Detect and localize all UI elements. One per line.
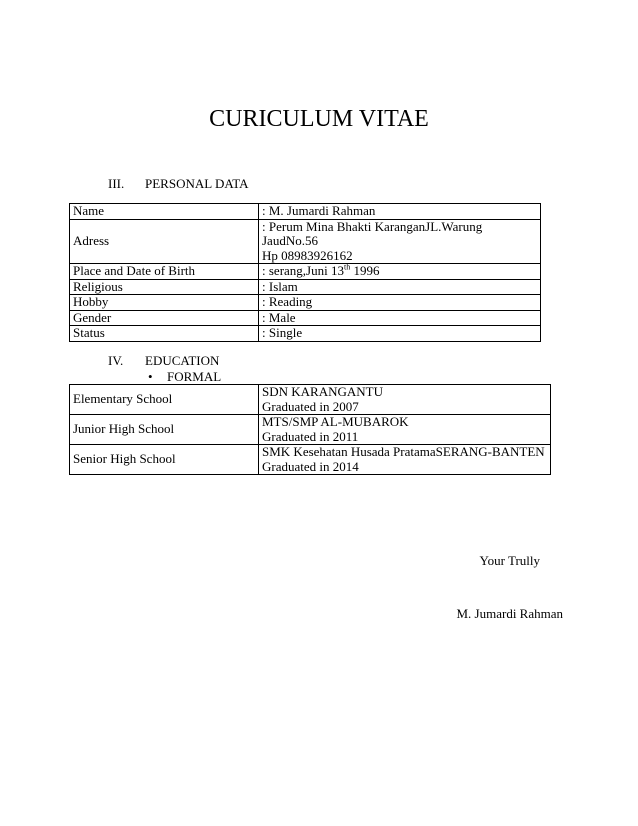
school-level: Senior High School	[70, 445, 259, 475]
section-title: PERSONAL DATA	[145, 176, 249, 191]
school-name: SDN KARANGANTU	[262, 384, 383, 399]
row-label: Adress	[70, 219, 259, 264]
section-number: IV.	[108, 353, 124, 368]
bullet-icon: •	[148, 369, 153, 384]
row-value: : Male	[259, 310, 541, 326]
table-row	[70, 445, 551, 475]
school-info	[259, 385, 551, 415]
row-value	[259, 219, 541, 264]
row-value: : Reading	[259, 295, 541, 311]
graduation-year: Graduated in 2011	[262, 428, 359, 444]
school-level: Junior High School	[70, 415, 259, 445]
signer-name: M. Jumardi Rahman	[456, 606, 563, 621]
table-row	[70, 295, 541, 311]
school-info	[259, 415, 551, 445]
graduation-year: Graduated in 2014	[262, 458, 359, 474]
education-heading	[108, 353, 219, 369]
birth-date: : serang,Juni 13	[262, 263, 344, 278]
table-row	[70, 219, 541, 264]
graduation-year: Graduated in 2007	[262, 398, 359, 414]
document-title: CURICULUM VITAE	[209, 106, 429, 132]
phone-line: Hp 08983926162	[262, 247, 353, 263]
row-label: Hobby	[70, 295, 259, 311]
row-label: Religious	[70, 279, 259, 295]
school-name: MTS/SMP AL-MUBAROK	[262, 414, 409, 429]
closing-text: Your Trully	[479, 553, 540, 568]
row-value	[259, 264, 541, 280]
row-label: Name	[70, 204, 259, 220]
row-label: Status	[70, 326, 259, 342]
formal-subheading	[148, 369, 221, 385]
section-title: EDUCATION	[145, 353, 220, 368]
row-label: Place and Date of Birth	[70, 264, 259, 280]
ordinal-suffix: th	[343, 262, 351, 272]
table-row	[70, 264, 541, 280]
birth-year: 1996	[350, 263, 380, 278]
row-value: : M. Jumardi Rahman	[259, 204, 541, 220]
section-number: III.	[108, 176, 125, 191]
school-info	[259, 445, 551, 475]
row-value: : Islam	[259, 279, 541, 295]
row-value: : Single	[259, 326, 541, 342]
table-row	[70, 385, 551, 415]
education-table	[69, 384, 551, 475]
table-row	[70, 310, 541, 326]
table-row	[70, 204, 541, 220]
subheading-label: FORMAL	[167, 369, 222, 384]
table-row	[70, 415, 551, 445]
row-label: Gender	[70, 310, 259, 326]
school-level: Elementary School	[70, 385, 259, 415]
address-line: : Perum Mina Bhakti KaranganJL.Warung JaudNo.56	[262, 218, 483, 248]
personal-data-heading	[108, 176, 249, 192]
table-row	[70, 326, 541, 342]
personal-data-table	[69, 203, 541, 342]
table-row	[70, 279, 541, 295]
school-name: SMK Kesehatan Husada PratamaSERANG-BANTEN	[262, 444, 545, 459]
